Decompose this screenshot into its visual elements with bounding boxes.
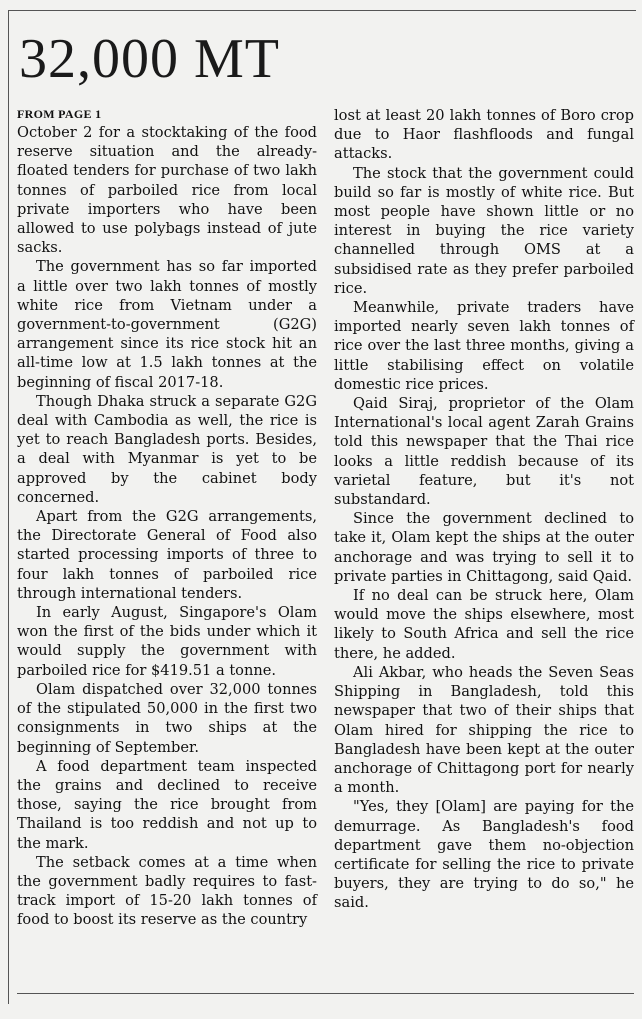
paragraph: A food department team inspected the grains and declined to receive those, saying the rice brought from Thailand is too reddish and not up to the mark. bbox=[17, 757, 317, 852]
paragraph: The stock that the government could build so far is mostly of white rice. But most people have shown little or no interest in buying the rice variety channelled through OMS at a subsidised rate as they prefer parboiled rice. bbox=[334, 164, 634, 297]
paragraph: October 2 for a stocktaking of the food reserve situation and the already-floated tenders for purchase of two lakh tonnes of parboiled rice from local private importers who have been allowed to use polybags instead of jute sacks. bbox=[17, 124, 317, 257]
paragraph: Apart from the G2G arrangements, the Directorate General of Food also started processing imports of three to four lakh tonnes of parboiled rice through international tenders. bbox=[17, 508, 317, 602]
left-column bbox=[17, 106, 317, 930]
paragraph: Olam dispatched over 32,000 tonnes of the stipulated 50,000 in the first two consignments in two ships at the beginning of September. bbox=[17, 680, 317, 756]
headline: 32,000 MT bbox=[19, 28, 280, 90]
article-clipping bbox=[8, 10, 636, 1004]
paragraph: lost at least 20 lakh tonnes of Boro crop due to Haor flashfloods and fungal attacks. bbox=[334, 107, 634, 163]
paragraph: Qaid Siraj, proprietor of the Olam International's local agent Zarah Grains told this newspaper that the Thai rice looks a little reddish because of its varietal feature, but it's not substandard. bbox=[334, 395, 634, 509]
paragraph: Though Dhaka struck a separate G2G deal with Cambodia as well, the rice is yet to reach Bangladesh ports. Besides, a deal with Myanmar is yet to be approved by the cabinet body concerned. bbox=[17, 392, 317, 506]
paragraph: The government has so far imported a little over two lakh tonnes of mostly white rice from Vietnam under a government-to-government (G2G) arrangement since its rice stock hit an all-time low at 1.5 lakh tonnes at the beginning of fiscal 2017-18. bbox=[17, 258, 317, 391]
paragraph: If no deal can be struck here, Olam would move the ships elsewhere, most likely to South Africa and sell the rice there, he added. bbox=[334, 587, 634, 662]
paragraph: Meanwhile, private traders have imported nearly seven lakh tonnes of rice over the last three months, giving a little stabilising effect on volatile domestic rice prices. bbox=[334, 299, 634, 393]
paragraph: In early August, Singapore's Olam won the first of the bids under which it would supply the government with parboiled rice for $419.51 a tonne. bbox=[17, 604, 317, 679]
paragraph: The setback comes at a time when the government badly requires to fast-track import of 15-20 lakh tonnes of food to boost its reserve as the country bbox=[17, 853, 317, 929]
bottom-divider bbox=[17, 993, 634, 994]
continued-from-label: FROM PAGE 1 bbox=[17, 107, 102, 121]
paragraph: "Yes, they [Olam] are paying for the demurrage. As Bangladesh's food department gave them no-objection certificate for selling the rice to private buyers, they are trying to do so," he said. bbox=[334, 798, 634, 912]
paragraph: Since the government declined to take it, Olam kept the ships at the outer anchorage and was trying to sell it to private parties in Chittagong, said Qaid. bbox=[334, 510, 634, 585]
paragraph: Ali Akbar, who heads the Seven Seas Shipping in Bangladesh, told this newspaper that two of their ships that Olam hired for shipping the rice to Bangladesh have been kept at the outer anchorage of Chittagong port for nearly a month. bbox=[334, 663, 634, 797]
right-column bbox=[334, 106, 634, 913]
